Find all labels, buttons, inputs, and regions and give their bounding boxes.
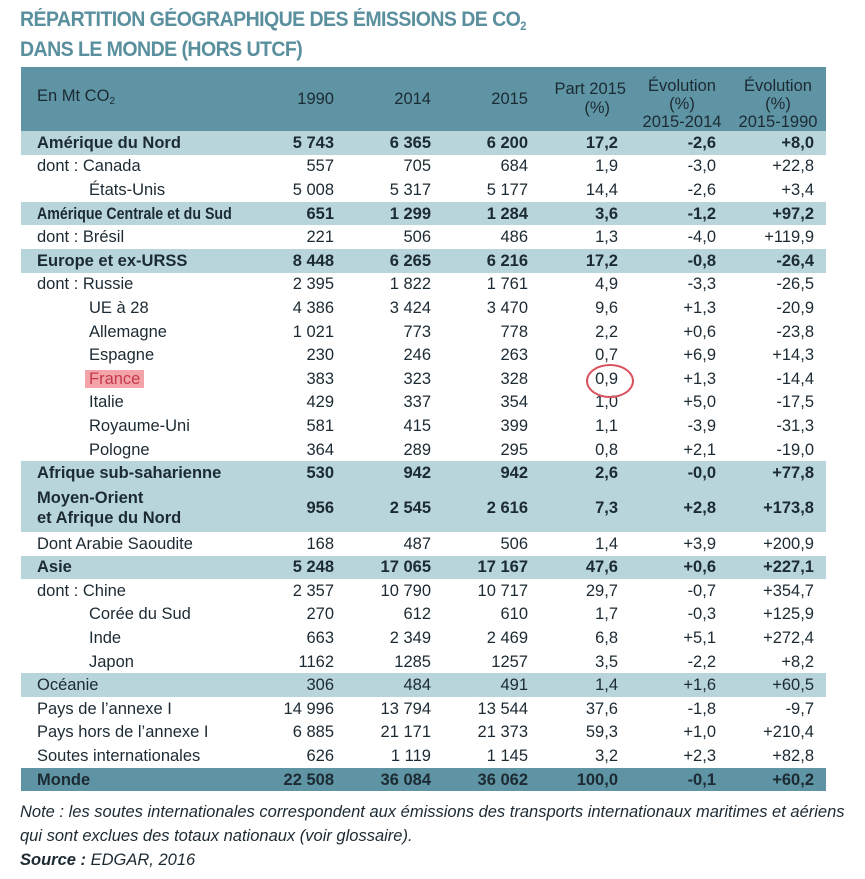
evolution-2015-1990: +272,4 <box>763 629 814 648</box>
share-2015: 1,1 <box>595 416 618 435</box>
row-label <box>21 768 243 792</box>
share-2015: 3,6 <box>595 204 618 223</box>
circled-share-value: 0,9 <box>595 369 618 388</box>
table-row <box>21 155 826 179</box>
evolution-2015-1990: +14,3 <box>772 346 814 365</box>
emissions-table <box>21 67 826 791</box>
row-label-text: Afrique sub-saharienne <box>37 464 222 483</box>
share-2015 <box>536 367 634 391</box>
evolution-2015-2014: +1,0 <box>683 723 716 742</box>
evolution-2015-2014: -4,0 <box>687 228 716 247</box>
evolution-2015-2014: -0,0 <box>687 464 716 483</box>
evolution-2015-1990: -9,7 <box>785 699 814 718</box>
share-2015: 37,6 <box>585 699 618 718</box>
header-2015: 2015 <box>491 89 528 108</box>
header-evolution-2015-2014: Évolution (%) 2015-2014 <box>642 77 722 131</box>
evolution-2015-1990: +8,0 <box>781 133 814 152</box>
evolution-2015-2014: +1,3 <box>683 298 716 317</box>
evolution-2015-1990: -14,4 <box>776 369 814 388</box>
evolution-2015-1990: +3,4 <box>781 180 814 199</box>
evolution-2015-1990: +125,9 <box>763 605 814 624</box>
value-1990: 8 448 <box>292 251 334 270</box>
value-2015: 36 062 <box>477 770 528 789</box>
table-row <box>21 650 826 674</box>
evolution-2015-2014: +0,6 <box>683 558 716 577</box>
row-label-text: Amérique du Nord <box>37 133 181 152</box>
evolution-2015-1990: +119,9 <box>764 228 814 247</box>
row-label <box>21 532 243 556</box>
value-1990: 581 <box>306 416 334 435</box>
value-1990: 2 357 <box>292 581 334 600</box>
value-2015: 17 167 <box>477 558 528 577</box>
value-2014: 10 790 <box>380 581 431 600</box>
evolution-2015-1990: -23,8 <box>776 322 814 341</box>
value-1990: 530 <box>306 464 334 483</box>
value-2015: 2 469 <box>486 629 528 648</box>
value-2014: 2 349 <box>389 629 431 648</box>
share-2015: 2,6 <box>595 464 618 483</box>
value-1990: 14 996 <box>283 699 334 718</box>
evolution-2015-1990: +77,8 <box>772 464 814 483</box>
value-1990: 557 <box>306 157 334 176</box>
row-label-text: États-Unis <box>89 180 166 199</box>
row-label-text: Pays de l’annexe I <box>37 699 172 718</box>
table-row <box>21 343 826 367</box>
share-2015: 17,2 <box>585 251 618 270</box>
evolution-2015-2014: -1,8 <box>687 699 716 718</box>
value-2015: 6 216 <box>486 251 528 270</box>
row-label-line-1: Moyen-Orient <box>37 489 144 508</box>
row-label <box>21 673 243 697</box>
row-label <box>21 273 243 297</box>
source-label: Source : <box>20 851 87 869</box>
value-1990: 383 <box>306 369 334 388</box>
evolution-2015-2014: -0,8 <box>687 251 716 270</box>
value-2014: 705 <box>403 157 431 176</box>
value-1990: 168 <box>306 534 334 553</box>
value-2015: 13 544 <box>477 699 528 718</box>
row-label-text: Italie <box>89 393 124 412</box>
table-row <box>21 225 826 249</box>
value-2015: 399 <box>500 416 528 435</box>
value-1990: 4 386 <box>292 298 334 317</box>
table-row <box>21 744 826 768</box>
evolution-2015-1990: +60,5 <box>772 676 814 695</box>
value-2015: 263 <box>500 346 528 365</box>
share-2015: 4,9 <box>595 275 618 294</box>
value-2015: 3 470 <box>486 298 528 317</box>
evolution-2015-1990: -20,9 <box>776 298 814 317</box>
value-2014: 1 822 <box>389 275 431 294</box>
share-2015: 1,4 <box>595 534 618 553</box>
share-2015: 47,6 <box>585 558 618 577</box>
evolution-2015-2014: -1,2 <box>687 204 716 223</box>
value-2015: 778 <box>500 322 528 341</box>
evolution-2015-2014: +0,6 <box>683 322 716 341</box>
evolution-2015-1990: +22,8 <box>772 157 814 176</box>
evolution-2015-2014: +3,9 <box>683 534 716 553</box>
share-2015: 1,4 <box>595 676 618 695</box>
table-row <box>21 485 826 532</box>
evolution-2015-1990: +97,2 <box>772 204 814 223</box>
value-2014: 323 <box>403 369 431 388</box>
value-2014: 13 794 <box>380 699 431 718</box>
evolution-2015-2014: +2,1 <box>683 440 716 459</box>
evolution-2015-1990: +210,4 <box>763 723 814 742</box>
row-label <box>21 391 243 415</box>
header-unit: En Mt $CO_2$ <box>37 87 115 107</box>
row-label-text: Dont Arabie Saoudite <box>37 534 193 553</box>
value-1990: 5 248 <box>292 558 334 577</box>
evolution-2015-1990: -31,3 <box>776 416 814 435</box>
value-2015: 1 145 <box>486 747 528 766</box>
share-2015: 0,7 <box>595 346 618 365</box>
value-1990: 626 <box>306 747 334 766</box>
value-2014: 21 171 <box>380 723 431 742</box>
row-label <box>21 155 243 179</box>
value-1990: 230 <box>306 346 334 365</box>
evolution-2015-2014: +2,8 <box>683 499 716 518</box>
row-label-text: Amérique Centrale et du Sud <box>37 204 232 223</box>
highlighted-country-label: France <box>85 370 144 388</box>
row-label <box>21 296 243 320</box>
table-row <box>21 367 826 391</box>
row-label <box>21 697 243 721</box>
value-2014: 337 <box>403 393 431 412</box>
share-2015: 7,3 <box>595 499 618 518</box>
value-2015: 1257 <box>491 652 528 671</box>
value-2015: 1 284 <box>486 204 528 223</box>
value-2014: 415 <box>403 416 431 435</box>
page-title <box>20 8 526 62</box>
evolution-2015-2014: +1,6 <box>683 676 716 695</box>
value-2014: 942 <box>403 464 431 483</box>
value-1990: 5 008 <box>292 180 334 199</box>
value-2015: 5 177 <box>486 180 528 199</box>
evolution-2015-2014: -3,3 <box>687 275 716 294</box>
evolution-2015-2014: -2,2 <box>687 652 716 671</box>
table-row <box>21 414 826 438</box>
value-1990: 2 395 <box>292 275 334 294</box>
evolution-2015-2014: +6,9 <box>683 346 716 365</box>
value-2014: 6 365 <box>389 133 431 152</box>
value-2014: 506 <box>403 228 431 247</box>
evolution-2015-2014: -0,3 <box>687 605 716 624</box>
share-2015: 3,5 <box>595 652 618 671</box>
table-row <box>21 131 826 155</box>
value-2014: 5 317 <box>389 180 431 199</box>
value-2014: 1 299 <box>389 204 431 223</box>
evolution-2015-2014: +1,3 <box>683 369 716 388</box>
value-1990: 22 508 <box>283 770 334 789</box>
value-2015: 295 <box>500 440 528 459</box>
row-label-text: Allemagne <box>89 322 167 341</box>
source-value: EDGAR, 2016 <box>86 851 196 869</box>
table-header-row <box>21 67 826 131</box>
share-2015: 59,3 <box>585 723 618 742</box>
evolution-2015-2014: -2,6 <box>687 180 716 199</box>
row-label-text: Espagne <box>89 346 155 365</box>
value-1990: 221 <box>306 228 334 247</box>
note-text: Note : les soutes internationales correspondent aux émissions des transports internationaux maritimes et aériens qui sont exclues des totaux nationaux (voir glossaire). <box>20 803 845 845</box>
share-2015: 9,6 <box>595 298 618 317</box>
notes <box>20 800 850 872</box>
title-line-1: RÉPARTITION GÉOGRAPHIQUE DES ÉMISSIONS DE $CO_2$ <box>20 8 526 33</box>
row-label-text: Royaume-Uni <box>89 416 190 435</box>
row-label-text: UE à 28 <box>89 298 149 317</box>
table-row <box>21 320 826 344</box>
table-row <box>21 249 826 273</box>
share-2015: 6,8 <box>595 629 618 648</box>
evolution-2015-1990: -26,5 <box>776 275 814 294</box>
table-row <box>21 202 826 226</box>
share-2015: 1,9 <box>595 157 618 176</box>
table-row <box>21 673 826 697</box>
value-2014: 484 <box>403 676 431 695</box>
row-label <box>21 178 243 202</box>
table-row <box>21 768 826 792</box>
evolution-2015-1990: +60,2 <box>772 770 814 789</box>
evolution-2015-1990: +82,8 <box>772 747 814 766</box>
header-share-2015: Part 2015 (%) <box>554 80 626 117</box>
value-2014: 36 084 <box>380 770 431 789</box>
value-2015: 610 <box>500 605 528 624</box>
row-label-text: Pays hors de l’annexe I <box>37 723 209 742</box>
value-2014: 246 <box>403 346 431 365</box>
value-1990: 429 <box>306 393 334 412</box>
row-label-text: dont : Chine <box>37 581 126 600</box>
row-label <box>21 650 243 674</box>
row-label-text: Pologne <box>89 440 150 459</box>
row-label <box>21 744 243 768</box>
value-1990: 364 <box>306 440 334 459</box>
share-2015: 2,2 <box>595 322 618 341</box>
table-row <box>21 273 826 297</box>
row-label-line-2: et Afrique du Nord <box>37 509 182 528</box>
header-1990: 1990 <box>297 89 334 108</box>
row-label <box>21 579 243 603</box>
value-2014: 1 119 <box>390 747 431 766</box>
value-2015: 21 373 <box>477 723 528 742</box>
row-label-text: dont : Canada <box>37 157 141 176</box>
value-2014: 1285 <box>394 652 431 671</box>
row-label <box>21 438 243 462</box>
value-2015: 491 <box>500 676 528 695</box>
row-label-text: dont : Brésil <box>37 228 125 247</box>
table-row <box>21 461 826 485</box>
evolution-2015-2014: -2,6 <box>687 133 716 152</box>
value-2014: 773 <box>403 322 431 341</box>
value-2015: 506 <box>500 534 528 553</box>
evolution-2015-2014: +5,1 <box>683 629 716 648</box>
row-label <box>21 556 243 580</box>
evolution-2015-2014: +2,3 <box>683 747 716 766</box>
value-2015: 684 <box>500 157 528 176</box>
row-label-text: Monde <box>37 770 91 789</box>
row-label-text: Asie <box>37 558 72 577</box>
row-label <box>21 225 243 249</box>
row-label <box>21 461 243 485</box>
evolution-2015-1990: -17,5 <box>776 393 814 412</box>
value-1990: 270 <box>306 605 334 624</box>
value-1990: 651 <box>306 204 334 223</box>
value-2014: 6 265 <box>389 251 431 270</box>
row-label-text: Océanie <box>37 676 99 695</box>
table-row <box>21 296 826 320</box>
value-2015: 1 761 <box>486 275 528 294</box>
row-label-text: Japon <box>89 652 134 671</box>
evolution-2015-1990: +173,8 <box>763 499 814 518</box>
value-2014: 612 <box>403 605 431 624</box>
value-1990: 306 <box>306 676 334 695</box>
row-label <box>21 603 243 627</box>
value-1990: 5 743 <box>292 133 334 152</box>
evolution-2015-1990: +227,1 <box>763 558 814 577</box>
evolution-2015-2014: -3,0 <box>687 157 716 176</box>
table-row <box>21 579 826 603</box>
value-2015: 328 <box>500 369 528 388</box>
share-2015: 17,2 <box>585 133 618 152</box>
value-1990: 663 <box>306 629 334 648</box>
evolution-2015-2014: -0,7 <box>687 581 716 600</box>
table-row <box>21 532 826 556</box>
row-label-text: Soutes internationales <box>37 747 201 766</box>
value-2015: 6 200 <box>486 133 528 152</box>
value-2014: 2 545 <box>389 499 431 518</box>
row-label <box>21 626 243 650</box>
table-row <box>21 438 826 462</box>
row-label <box>21 721 243 745</box>
value-1990: 956 <box>306 499 334 518</box>
share-2015: 1,7 <box>595 605 618 624</box>
value-2015: 10 717 <box>477 581 528 600</box>
value-2014: 289 <box>403 440 431 459</box>
row-label <box>21 367 243 391</box>
value-2014: 487 <box>403 534 431 553</box>
share-2015: 0,8 <box>595 440 618 459</box>
row-label <box>21 249 243 273</box>
row-label <box>21 414 243 438</box>
share-2015: 3,2 <box>595 747 618 766</box>
row-label-text: dont : Russie <box>37 275 134 294</box>
row-label-text: Inde <box>89 629 122 648</box>
value-2015: 354 <box>500 393 528 412</box>
header-2014: 2014 <box>394 89 431 108</box>
value-2015: 486 <box>500 228 528 247</box>
row-label-text: Corée du Sud <box>89 605 191 624</box>
header-evolution-2015-1990: Évolution (%) 2015-1990 <box>738 77 818 131</box>
row-label <box>21 202 243 226</box>
value-1990: 1 021 <box>292 322 334 341</box>
evolution-2015-1990: +200,9 <box>763 534 814 553</box>
evolution-2015-2014: -3,9 <box>687 416 716 435</box>
value-1990: 1162 <box>298 652 334 671</box>
evolution-2015-1990: +8,2 <box>781 652 814 671</box>
row-label <box>21 343 243 367</box>
value-2015: 942 <box>500 464 528 483</box>
title-line-2: DANS LE MONDE (HORS UTCF) <box>20 38 303 61</box>
row-label <box>21 131 243 155</box>
row-label <box>21 320 243 344</box>
value-2014: 3 424 <box>389 298 431 317</box>
evolution-2015-1990: +354,7 <box>763 581 814 600</box>
table-row <box>21 556 826 580</box>
share-2015: 29,7 <box>585 581 618 600</box>
table-row <box>21 721 826 745</box>
share-2015: 1,3 <box>595 228 618 247</box>
share-2015: 14,4 <box>585 180 618 199</box>
row-label-text: Europe et ex-URSS <box>37 251 188 270</box>
evolution-2015-1990: -26,4 <box>776 251 814 270</box>
table-row <box>21 178 826 202</box>
table-row <box>21 603 826 627</box>
source-line <box>20 848 850 872</box>
row-label <box>21 485 243 532</box>
value-2015: 2 616 <box>486 499 528 518</box>
evolution-2015-1990: -19,0 <box>776 440 814 459</box>
share-2015: 100,0 <box>576 770 618 789</box>
evolution-2015-2014: -0,1 <box>687 770 716 789</box>
value-1990: 6 885 <box>292 723 334 742</box>
table-row <box>21 697 826 721</box>
value-2014: 17 065 <box>380 558 431 577</box>
table-row <box>21 391 826 415</box>
evolution-2015-2014: +5,0 <box>683 393 716 412</box>
table-row <box>21 626 826 650</box>
share-2015: 1,0 <box>595 393 618 412</box>
